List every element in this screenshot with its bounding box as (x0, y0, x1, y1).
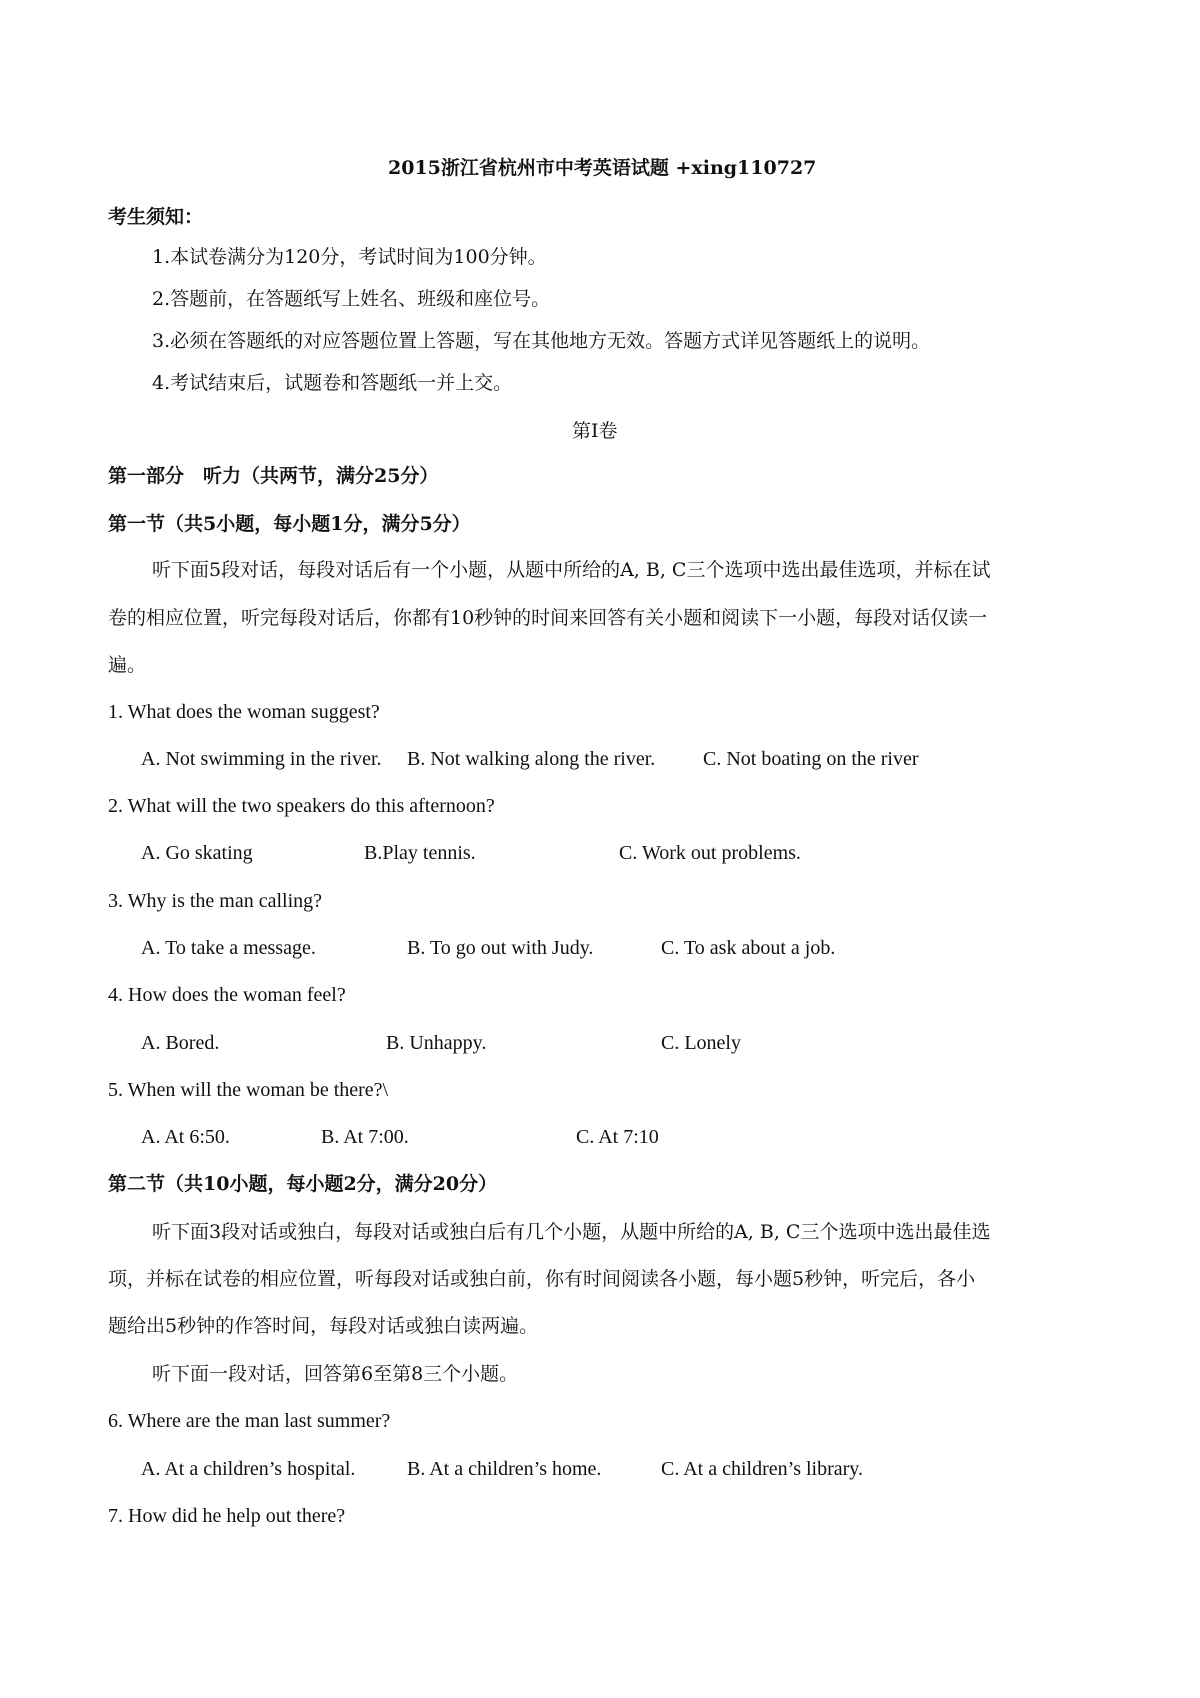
option-a: A. Bored. (141, 1032, 220, 1054)
section2-heading: 第二节（共10小题，每小题2分，满分20分） (108, 1173, 498, 1195)
question-3: 3. Why is the man calling? (108, 890, 323, 912)
section2-instructions: 项，并标在试卷的相应位置，听每段对话或独白前，你有时间阅读各小题，每小题5秒钟，听完后，各小 (108, 1268, 976, 1290)
part1-heading: 第一部分 听力（共两节，满分25分） (108, 465, 439, 487)
question-7: 7. How did he help out there? (108, 1505, 346, 1527)
option-a: A. At 6:50. (141, 1126, 230, 1148)
section1-heading: 第一节（共5小题，每小题1分，满分5分） (108, 513, 471, 535)
question-4: 4. How does the woman feel? (108, 984, 346, 1006)
option-c: C. At a children’s library. (661, 1458, 863, 1480)
notice-heading: 考生须知： (108, 206, 204, 228)
option-b: B. Unhappy. (386, 1032, 487, 1054)
section1-instructions: 遍。 (108, 654, 147, 676)
option-c: C. Lonely (661, 1032, 741, 1054)
section2-instructions: 题给出5秒钟的作答时间，每段对话或独白读两遍。 (108, 1315, 539, 1337)
question-2: 2. What will the two speakers do this afternoon? (108, 795, 495, 817)
notice-item: 2.答题前，在答题纸写上姓名、班级和座位号。 (152, 288, 551, 310)
option-c: C. Not boating on the river (703, 748, 919, 770)
question-5: 5. When will the woman be there?\ (108, 1079, 389, 1101)
option-c: C. To ask about a job. (661, 937, 836, 959)
section2-instructions: 听下面3段对话或独白，每段对话或独白后有几个小题，从题中所给的A, B, C三个选项中选出最佳选 (152, 1221, 991, 1243)
volume-label: 第I卷 (572, 420, 618, 442)
option-b: B. To go out with Judy. (407, 937, 594, 959)
dialogue-note: 听下面一段对话，回答第6至第8三个小题。 (152, 1363, 519, 1385)
question-1: 1. What does the woman suggest? (108, 701, 380, 723)
section1-instructions: 听下面5段对话，每段对话后有一个小题，从题中所给的A, B, C三个选项中选出最佳选项，并标在试 (152, 559, 991, 581)
option-a: A. Go skating (141, 842, 253, 864)
notice-item: 3.必须在答题纸的对应答题位置上答题，写在其他地方无效。答题方式详见答题纸上的说明。 (152, 330, 931, 352)
notice-item: 4.考试结束后，试题卷和答题纸一并上交。 (152, 372, 513, 394)
option-c: C. At 7:10 (576, 1126, 659, 1148)
option-b: B. At a children’s home. (407, 1458, 602, 1480)
exam-title: 2015浙江省杭州市中考英语试题 +xing110727 (388, 157, 817, 179)
option-a: A. Not swimming in the river. (141, 748, 382, 770)
question-6: 6. Where are the man last summer? (108, 1410, 391, 1432)
option-b: B. At 7:00. (321, 1126, 409, 1148)
option-b: B.Play tennis. (364, 842, 476, 864)
option-c: C. Work out problems. (619, 842, 801, 864)
notice-item: 1.本试卷满分为120分，考试时间为100分钟。 (152, 246, 547, 268)
option-b: B. Not walking along the river. (407, 748, 656, 770)
option-a: A. To take a message. (141, 937, 316, 959)
section1-instructions: 卷的相应位置，听完每段对话后，你都有10秒钟的时间来回答有关小题和阅读下一小题，每段对话仅读一 (108, 607, 988, 629)
option-a: A. At a children’s hospital. (141, 1458, 356, 1480)
